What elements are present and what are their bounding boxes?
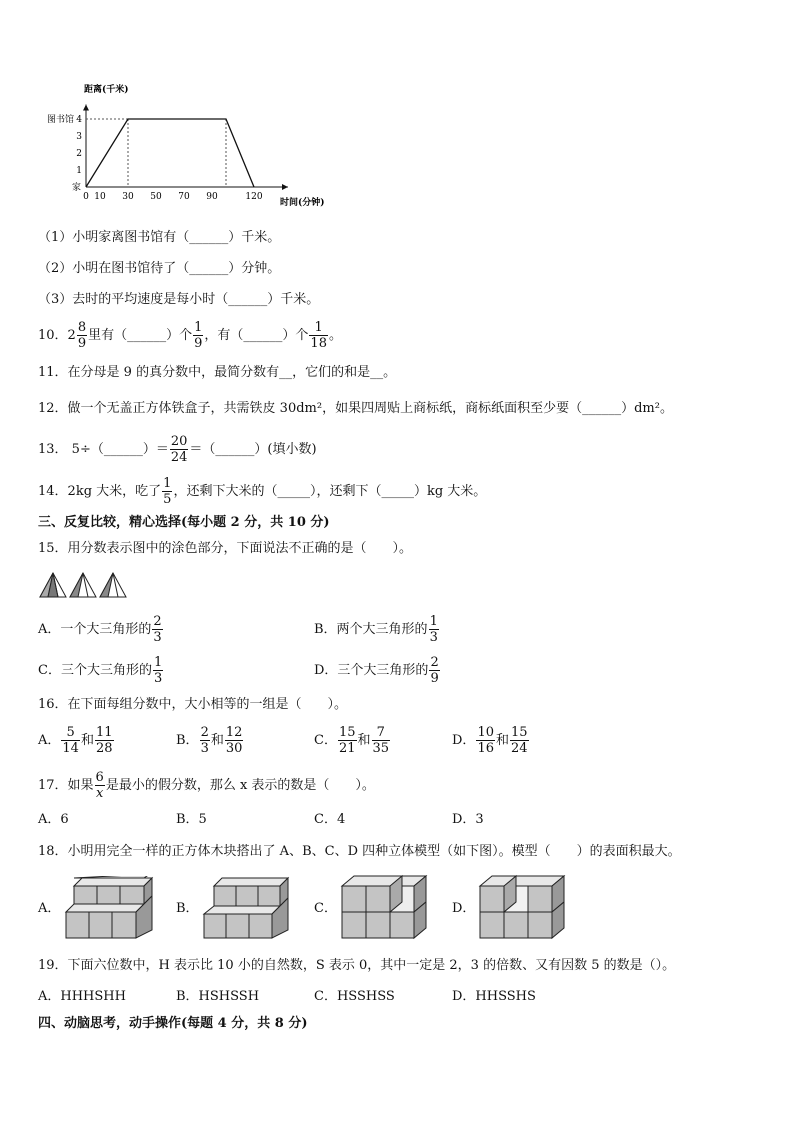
question-11: 11．在分母是 9 的真分数中，最简分数有__，它们的和是__。 bbox=[38, 365, 397, 380]
q16-option-a[interactable]: A． $\frac{5}{14}$ 和 $\frac{11}{28}$ bbox=[38, 725, 113, 756]
y-tick-label: 1 bbox=[76, 166, 82, 176]
y-tick-label: 2 bbox=[76, 149, 82, 159]
q18-option-b[interactable]: B． bbox=[176, 901, 199, 916]
y-tick-library: 图书馆 bbox=[46, 115, 74, 125]
q16-option-b[interactable]: B． $\frac{2}{3}$ 和 $\frac{12}{30}$ bbox=[176, 725, 243, 756]
distance-series-line bbox=[86, 119, 254, 187]
cube-model-c bbox=[340, 870, 432, 942]
q18-option-c[interactable]: C． bbox=[314, 901, 337, 916]
q18-option-a[interactable]: A． bbox=[38, 901, 61, 916]
q17-option-b[interactable]: B．5 bbox=[176, 812, 207, 827]
q17-option-c[interactable]: C．4 bbox=[314, 812, 346, 827]
q9-part3: （3）去时的平均速度是每小时（______）千米。 bbox=[38, 292, 320, 307]
q15-option-b[interactable]: B．两个大三角形的 $\frac{1}{3}$ bbox=[314, 614, 438, 645]
x-tick-label: 0 bbox=[83, 192, 89, 202]
q18-option-d[interactable]: D． bbox=[452, 901, 476, 916]
cube-model-d bbox=[478, 870, 570, 942]
question-19-stem: 19．下面六位数中，H 表示比 10 小的自然数，S 表示 0，其中一定是 2，3 的倍数、又有因数 5 的数是（）。 bbox=[38, 958, 676, 973]
section-4-heading: 四、动脑思考，动手操作(每题 4 分，共 8 分) bbox=[38, 1016, 308, 1031]
shaded-triangles-figure bbox=[38, 570, 130, 600]
q19-option-d[interactable]: D．HHSSHS bbox=[452, 989, 536, 1004]
x-tick-label: 120 bbox=[245, 192, 263, 202]
q17-option-a[interactable]: A．6 bbox=[38, 812, 69, 827]
question-14: 14．2kg 大米，吃了 $\frac{1}{5}$ ，还剩下大米的（_____），还剩下（_____）kg 大米。 bbox=[38, 476, 487, 507]
x-tick-label: 70 bbox=[178, 192, 190, 202]
distance-time-chart bbox=[40, 82, 330, 214]
q19-option-b[interactable]: B．HSHSSH bbox=[176, 989, 260, 1004]
x-tick-label: 50 bbox=[150, 192, 162, 202]
x-tick-label: 30 bbox=[122, 192, 134, 202]
q16-option-c[interactable]: C． $\frac{15}{21}$ 和 $\frac{7}{35}$ bbox=[314, 725, 390, 756]
y-tick-home: 家 bbox=[71, 183, 81, 193]
y-axis-arrow bbox=[83, 105, 89, 111]
q15-option-d[interactable]: D．三个大三角形的 $\frac{2}{9}$ bbox=[314, 655, 439, 686]
question-16-stem: 16．在下面每组分数中，大小相等的一组是（ ）。 bbox=[38, 697, 348, 712]
fraction: $\frac{1}{18}$ bbox=[310, 320, 327, 351]
q16-option-d[interactable]: D． $\frac{10}{16}$ 和 $\frac{15}{24}$ bbox=[452, 725, 528, 756]
fraction: $\frac{1}{5}$ bbox=[163, 476, 172, 507]
q15-option-c[interactable]: C．三个大三角形的 $\frac{1}{3}$ bbox=[38, 655, 163, 686]
question-10: 10．2 $\frac{8}{9}$ 里有（______）个 $\frac{1}{9}$ ，有（______）个 $\frac{1}{18}$ 。 bbox=[38, 320, 342, 351]
fraction: $\frac{1}{9}$ bbox=[194, 320, 203, 351]
y-tick-label: 3 bbox=[76, 132, 82, 142]
x-tick-label: 90 bbox=[206, 192, 218, 202]
cube-model-b bbox=[202, 876, 292, 942]
fraction: $\frac{8}{9}$ bbox=[77, 320, 87, 351]
x-tick-label: 10 bbox=[94, 192, 106, 202]
question-13: 13． 5÷（______）＝ $\frac{20}{24}$ ＝（______）(填小数) bbox=[38, 434, 317, 465]
fraction: $\frac{20}{24}$ bbox=[170, 434, 188, 465]
cube-model-a bbox=[64, 876, 154, 942]
q17-option-d[interactable]: D．3 bbox=[452, 812, 484, 827]
q9-part2: （2）小明在图书馆待了（______）分钟。 bbox=[38, 261, 281, 276]
question-12: 12．做一个无盖正方体铁盒子，共需铁皮 30dm²，如果四周贴上商标纸，商标纸面积至少要（______）dm²。 bbox=[38, 401, 673, 416]
q9-part1: （1）小明家离图书馆有（______）千米。 bbox=[38, 230, 281, 245]
q19-option-c[interactable]: C．HSSHSS bbox=[314, 989, 395, 1004]
question-17: 17．如果 $\frac{6}{x}$ 是最小的假分数，那么 x 表示的数是（ ）。 bbox=[38, 770, 375, 801]
q10-prefix: 10．2 bbox=[38, 328, 76, 343]
x-axis-label: 时间(分钟) bbox=[280, 198, 325, 208]
y-tick-label: 4 bbox=[76, 115, 82, 125]
x-axis-arrow bbox=[282, 184, 288, 190]
section-3-heading: 三、反复比较，精心选择(每小题 2 分，共 10 分) bbox=[38, 515, 330, 530]
q15-option-a[interactable]: A．一个大三角形的 $\frac{2}{3}$ bbox=[38, 614, 162, 645]
question-15-stem: 15．用分数表示图中的涂色部分，下面说法不正确的是（ ）。 bbox=[38, 541, 413, 556]
question-18-stem: 18．小明用完全一样的正方体木块搭出了 A、B、C、D 四种立体模型（如下图）。模型（ ）的表面积最大。 bbox=[38, 844, 681, 859]
y-axis-label: 距离(千米) bbox=[84, 85, 129, 95]
q19-option-a[interactable]: A．HHHSHH bbox=[38, 989, 126, 1004]
